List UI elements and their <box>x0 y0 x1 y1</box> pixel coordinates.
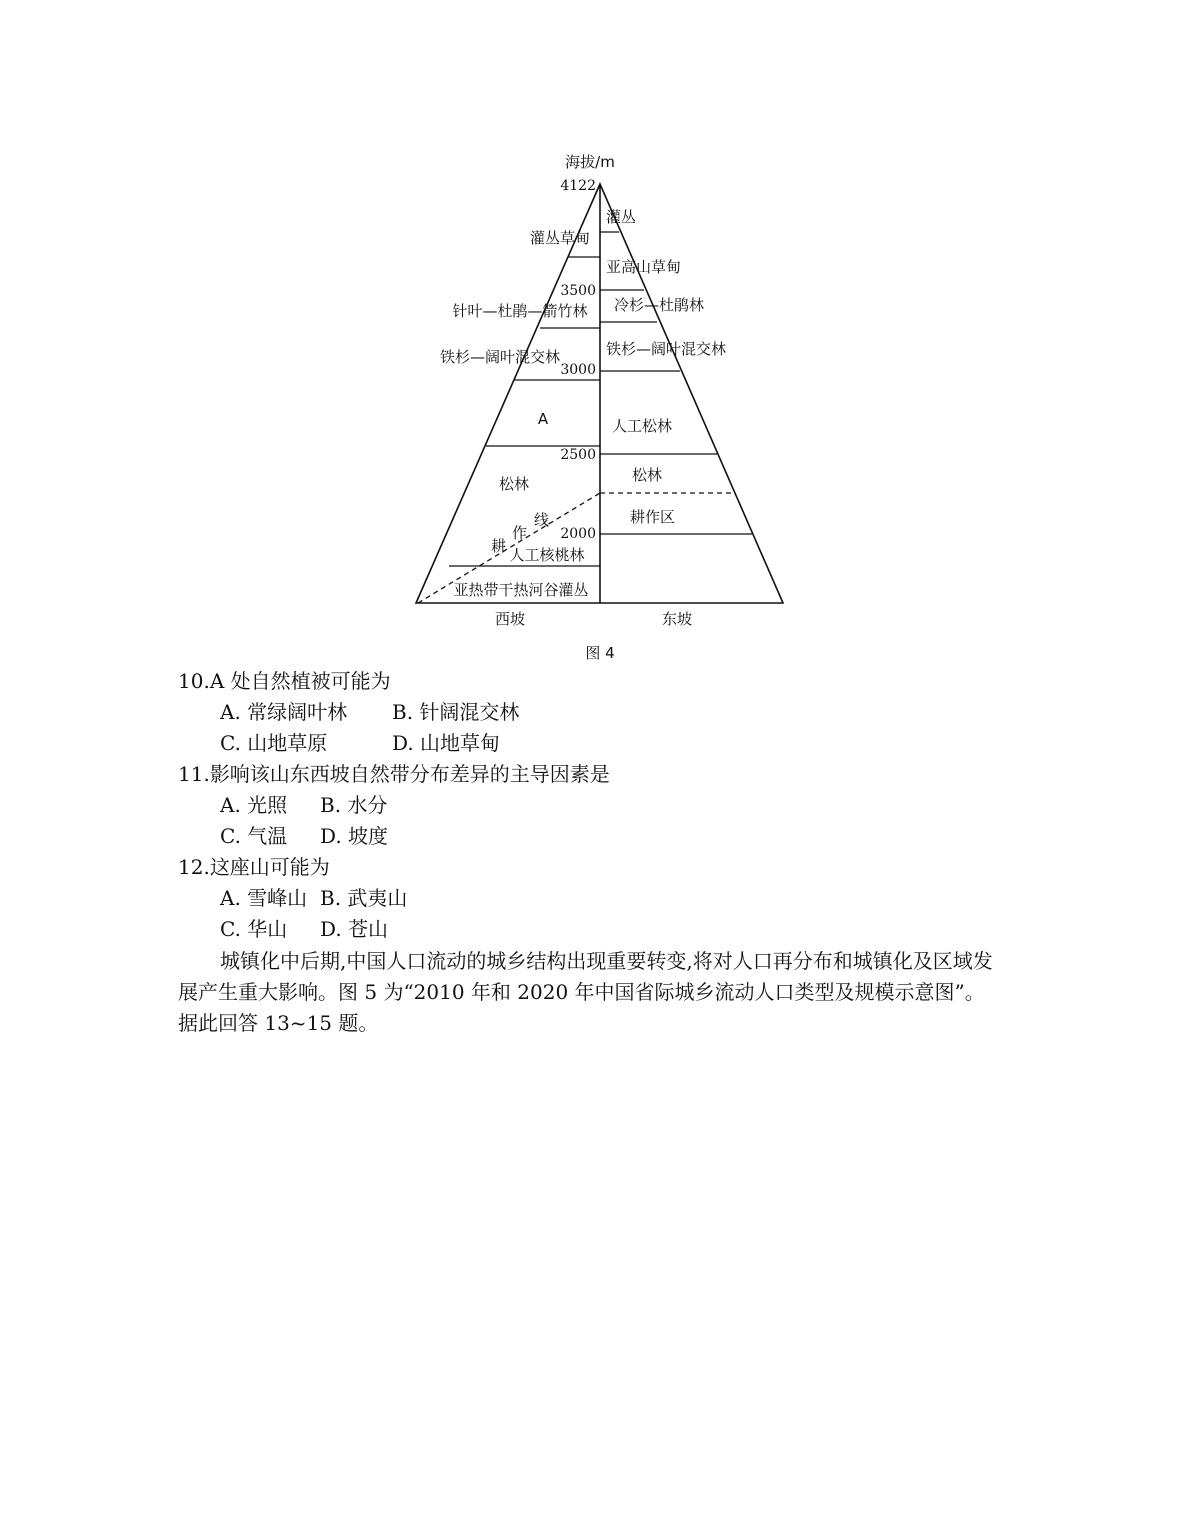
west-zone-label: 人工核桃林 <box>509 546 585 564</box>
east-zone-label: 人工松林 <box>612 417 673 435</box>
figure-caption: 图 4 <box>585 644 615 662</box>
question-stem: 这座山可能为 <box>209 855 330 879</box>
west-zone-label: 铁杉—阔叶混交林 <box>439 348 561 366</box>
east-slope-label: 东坡 <box>661 610 693 628</box>
west-slope-label: 西坡 <box>494 610 526 628</box>
option: B. 武夷山 <box>320 886 408 910</box>
farm-line-char: 耕 <box>491 537 507 555</box>
question-stem: 影响该山东西坡自然带分布差异的主导因素是 <box>209 762 610 786</box>
question-10 <box>178 667 391 695</box>
vegetation-zonation-figure <box>0 0 1200 660</box>
question-11 <box>178 760 610 788</box>
east-zone-label: 亚高山草甸 <box>606 258 682 276</box>
east-zone-label: 松林 <box>632 466 663 484</box>
option: C. 山地草原 <box>220 731 328 755</box>
west-zone-a-label: A <box>537 410 549 428</box>
elevation-2000: 2000 <box>560 526 596 542</box>
passage-line: 展产生重大影响。图 5 为“2010 年和 2020 年中国省际城乡流动人口类型及规模示意图”。 <box>178 980 985 1004</box>
east-zone-label: 冷杉—杜鹃林 <box>614 296 705 314</box>
elevation-3500: 3500 <box>560 283 596 299</box>
west-zone-label: 灌丛草甸 <box>529 229 591 247</box>
elevation-peak: 4122 <box>560 178 596 194</box>
farm-line-char: 作 <box>512 524 528 542</box>
east-zone-label: 耕作区 <box>630 508 676 526</box>
farm-line-char: 线 <box>534 511 550 529</box>
option: A. 光照 <box>220 793 288 817</box>
passage-line: 据此回答 13~15 题。 <box>178 1011 379 1035</box>
passage-line: 城镇化中后期,中国人口流动的城乡结构出现重要转变,将对人口再分布和城镇化及区域发 <box>220 949 993 973</box>
option: B. 针阔混交林 <box>392 700 520 724</box>
elevation-2500: 2500 <box>560 447 596 463</box>
west-zone-label: 针叶—杜鹃—箭竹林 <box>452 302 588 320</box>
west-zone-label: 亚热带干热河谷灌丛 <box>453 581 589 599</box>
question-number: 12. <box>178 855 210 879</box>
passage <box>178 946 1038 1039</box>
option: C. 气温 <box>220 824 288 848</box>
elevation-3000: 3000 <box>560 362 596 378</box>
question-stem: A 处自然植被可能为 <box>209 669 391 693</box>
question-number: 10. <box>178 669 210 693</box>
west-zone-label: 松林 <box>498 475 530 493</box>
option: D. 坡度 <box>320 824 389 848</box>
option: A. 雪峰山 <box>220 886 308 910</box>
option: D. 山地草甸 <box>392 731 501 755</box>
question-number: 11. <box>178 762 210 786</box>
option: A. 常绿阔叶林 <box>220 700 348 724</box>
option: C. 华山 <box>220 917 288 941</box>
option: B. 水分 <box>320 793 388 817</box>
option: D. 苍山 <box>320 917 389 941</box>
y-axis-label: 海拔/m <box>565 153 615 171</box>
question-12 <box>178 853 330 881</box>
east-zone-label: 铁杉—阔叶混交林 <box>606 340 727 358</box>
east-zone-label: 灌丛 <box>606 208 637 226</box>
